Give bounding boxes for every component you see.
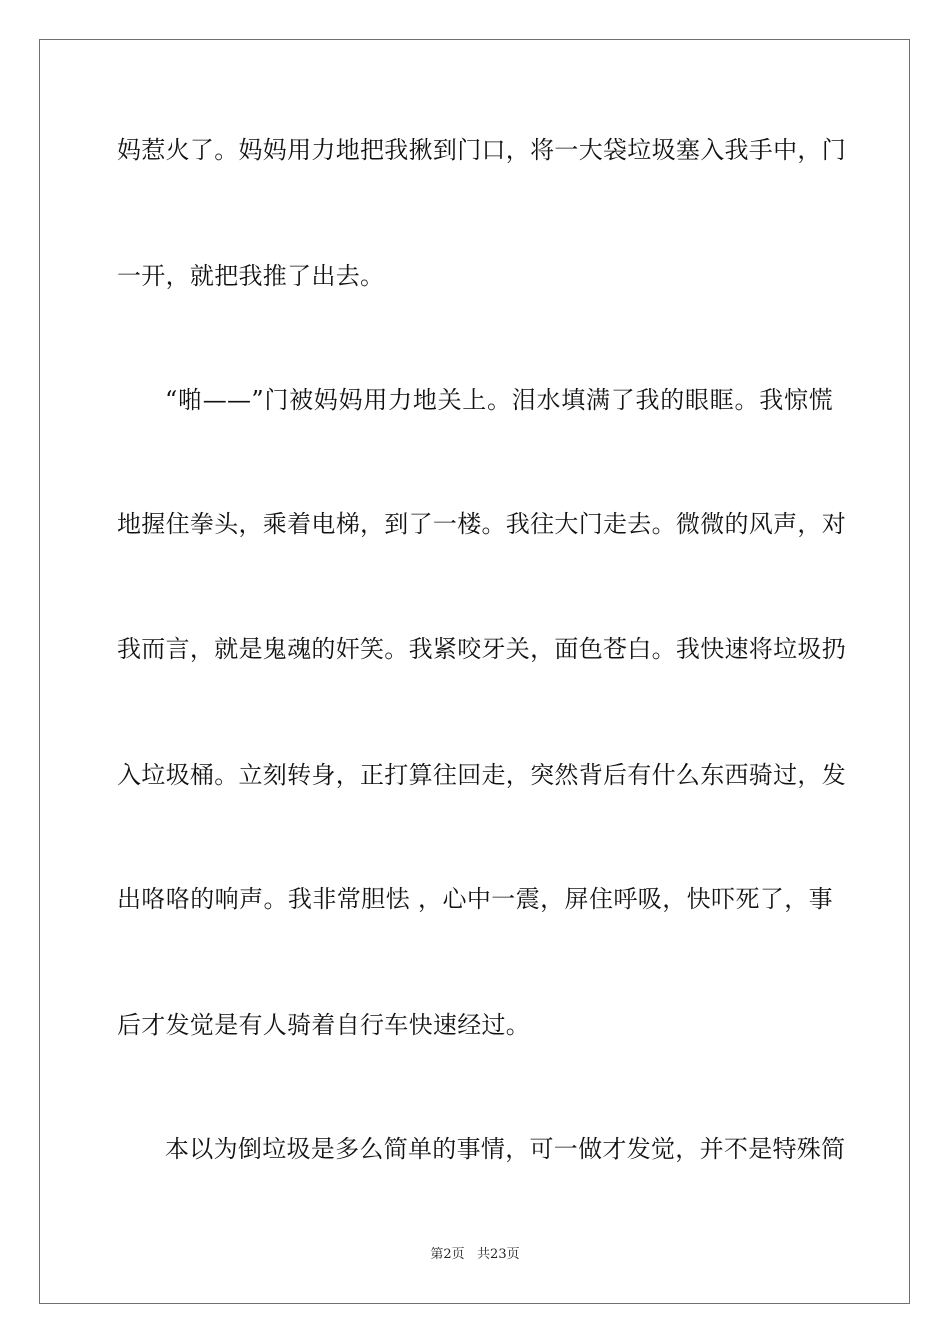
- paragraph-first-line: 本以为倒垃圾是多么简单的事情，可一做才发觉，并不是特殊简: [165, 1135, 846, 1163]
- text-line: 后才发觉是有人骑着自行车快速经过。: [117, 1011, 531, 1039]
- paragraph-first-line: “啪——”门被妈妈用力地关上。泪水填满了我的眼眶。我惊慌: [165, 386, 833, 414]
- text-line: 一开，就把我推了出去。: [117, 262, 385, 290]
- page-border: [39, 39, 910, 1304]
- text-line: 地握住拳头，乘着电梯，到了一楼。我往大门走去。微微的风声，对: [117, 510, 846, 538]
- text-line: 入垃圾桶。立刻转身，正打算往回走，突然背后有什么东西骑过，发: [117, 761, 846, 789]
- text-line: 出咯咯的响声。我非常胆怯 ，心中一震，屏住呼吸，快吓死了，事: [117, 885, 833, 913]
- text-line: 妈惹火了。妈妈用力地把我揪到门口，将一大袋垃圾塞入我手中，门: [117, 136, 846, 164]
- page-number: 第2页 共23页: [430, 1247, 520, 1262]
- text-line: 我而言，就是鬼魂的奸笑。我紧咬牙关，面色苍白。我快速将垃圾扔: [117, 635, 846, 663]
